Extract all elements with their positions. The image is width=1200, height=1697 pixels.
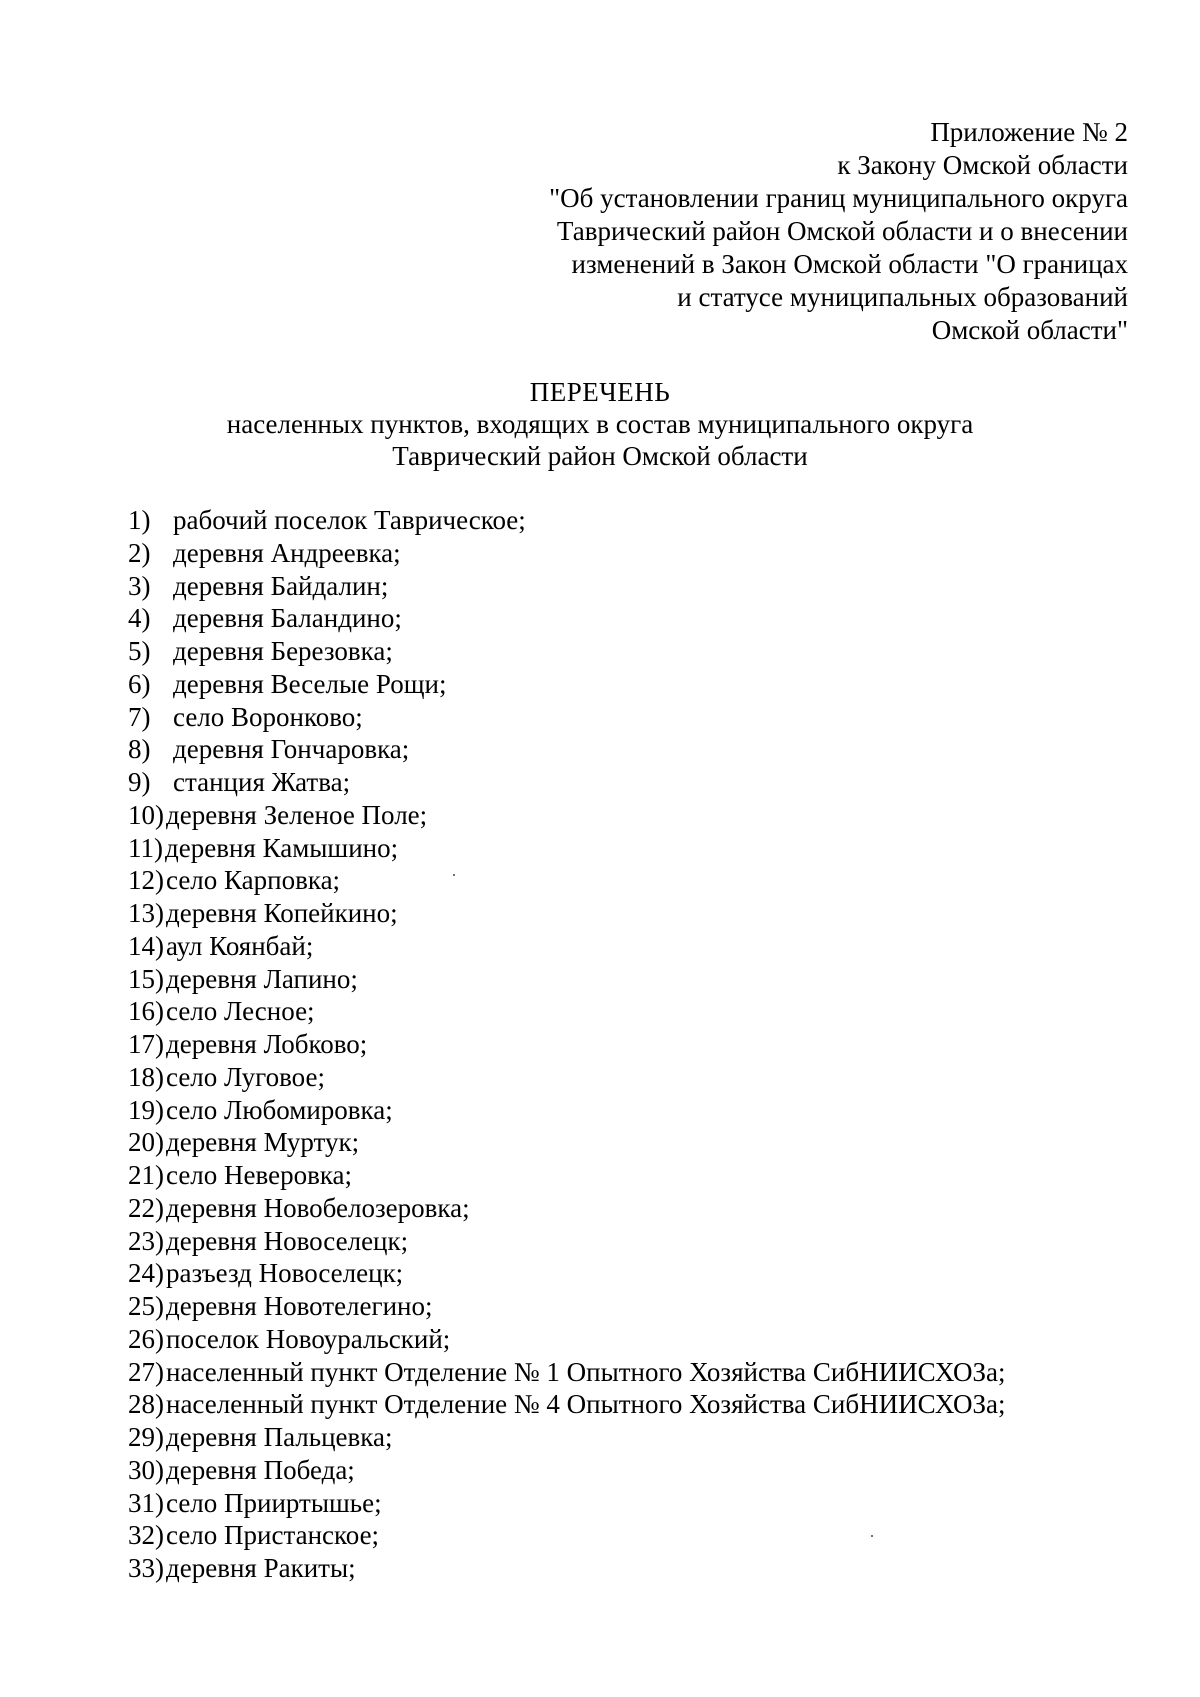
list-item-text: деревня Байдалин; xyxy=(173,570,389,601)
list-item-text: поселок Новоуральский; xyxy=(166,1323,451,1354)
list-item-number: 14) xyxy=(128,930,164,961)
list-item xyxy=(128,1257,1006,1290)
list-item xyxy=(128,635,1006,668)
list-item-text: село Воронково; xyxy=(173,701,363,732)
list-item xyxy=(128,832,1006,865)
list-item xyxy=(128,897,1006,930)
list-item-number: 28) xyxy=(128,1389,164,1420)
list-item-number: 18) xyxy=(128,1061,164,1092)
list-item-number: 9) xyxy=(128,767,151,797)
list-item-number: 10) xyxy=(128,799,164,830)
scan-speck xyxy=(453,874,455,876)
list-item xyxy=(128,1323,1006,1356)
list-item xyxy=(128,1519,1006,1552)
list-item-text: деревня Новоселецк; xyxy=(166,1225,409,1256)
list-item-text: населенный пункт Отделение № 1 Опытного Хозяйства СибНИИСХОЗа; xyxy=(166,1356,1006,1387)
appendix-line: и статусе муниципальных образований xyxy=(677,282,1128,312)
list-item-text: деревня Ракиты; xyxy=(166,1553,356,1583)
list-item xyxy=(128,537,1006,570)
list-item-number: 21) xyxy=(128,1160,164,1190)
list-item xyxy=(128,1192,1006,1225)
list-item-text: деревня Новобелозеровка; xyxy=(166,1192,470,1223)
list-item xyxy=(128,1388,1006,1421)
list-item xyxy=(128,504,1006,537)
list-item-number: 3) xyxy=(128,570,151,601)
list-item-text: деревня Пальцевка; xyxy=(166,1422,393,1452)
list-item-number: 16) xyxy=(128,996,164,1027)
list-item xyxy=(128,1225,1006,1258)
list-item-text: деревня Лобково; xyxy=(166,1029,368,1059)
document-heading xyxy=(0,376,1200,472)
list-item-text: станция Жатва; xyxy=(173,767,351,797)
settlements-list xyxy=(128,504,1006,1585)
list-item-text: деревня Гончаровка; xyxy=(173,734,410,765)
list-item-text: населенный пункт Отделение № 4 Опытного Хозяйства СибНИИСХОЗа; xyxy=(166,1389,1006,1420)
appendix-line: изменений в Закон Омской области "О границах xyxy=(571,249,1128,279)
list-item-text: разъезд Новоселецк; xyxy=(166,1258,404,1289)
list-item-text: деревня Копейкино; xyxy=(166,898,398,928)
list-item-text: деревня Победа; xyxy=(166,1454,355,1485)
list-item xyxy=(128,1061,1006,1094)
list-item xyxy=(128,1356,1006,1389)
list-item-text: деревня Веселые Рощи; xyxy=(173,668,447,699)
list-item xyxy=(128,570,1006,603)
list-item-number: 20) xyxy=(128,1127,164,1158)
list-item-number: 23) xyxy=(128,1225,164,1256)
list-item-text: село Неверовка; xyxy=(166,1160,353,1190)
list-item-text: деревня Лапино; xyxy=(166,963,358,994)
list-item-text: деревня Зеленое Поле; xyxy=(166,799,428,830)
list-item-number: 17) xyxy=(128,1029,164,1059)
list-item-text: деревня Новотелегино; xyxy=(166,1291,433,1321)
list-item-text: деревня Андреевка; xyxy=(173,537,401,568)
list-item-number: 11) xyxy=(128,832,163,863)
list-item xyxy=(128,1454,1006,1487)
list-item-text: село Лесное; xyxy=(166,996,315,1027)
list-item xyxy=(128,930,1006,963)
list-item xyxy=(128,1028,1006,1061)
list-item-number: 24) xyxy=(128,1258,164,1289)
list-item-text: деревня Камышино; xyxy=(165,832,399,863)
list-item-number: 33) xyxy=(128,1553,164,1583)
appendix-line: Приложение № 2 xyxy=(930,117,1128,147)
list-item xyxy=(128,668,1006,701)
list-item-text: село Прииртышье; xyxy=(166,1487,382,1518)
list-item-text: село Карповка; xyxy=(166,865,341,896)
list-item xyxy=(128,963,1006,996)
list-item xyxy=(128,701,1006,734)
list-item xyxy=(128,1552,1006,1585)
list-item-number: 4) xyxy=(128,603,151,634)
list-item-text: деревня Березовка; xyxy=(173,636,393,666)
list-item xyxy=(128,1094,1006,1127)
list-item-number: 22) xyxy=(128,1192,164,1223)
list-item-number: 2) xyxy=(128,537,151,568)
appendix-line: "Об установлении границ муниципального округа xyxy=(549,183,1128,213)
list-item-number: 7) xyxy=(128,701,151,732)
list-item-text: деревня Баландино; xyxy=(173,603,402,634)
list-item-number: 13) xyxy=(128,898,164,928)
list-item xyxy=(128,1126,1006,1159)
list-item-number: 15) xyxy=(128,963,164,994)
document-title: ПЕРЕЧЕНЬ xyxy=(529,377,671,407)
list-item-number: 32) xyxy=(128,1520,164,1551)
list-item-text: аул Коянбай; xyxy=(166,930,314,961)
list-item-text: село Пристанское; xyxy=(166,1520,380,1551)
appendix-line: Омской области" xyxy=(931,315,1128,345)
list-item-number: 27) xyxy=(128,1356,164,1387)
list-item xyxy=(128,602,1006,635)
list-item-number: 26) xyxy=(128,1323,164,1354)
appendix-line: к Закону Омской области xyxy=(837,150,1128,180)
list-item-number: 6) xyxy=(128,668,151,699)
list-item xyxy=(128,733,1006,766)
list-item xyxy=(128,766,1006,799)
scan-speck xyxy=(871,1535,873,1537)
list-item-number: 19) xyxy=(128,1094,164,1125)
list-item xyxy=(128,1487,1006,1520)
list-item-number: 31) xyxy=(128,1487,164,1518)
list-item-number: 5) xyxy=(128,636,151,666)
list-item-number: 1) xyxy=(128,505,151,535)
list-item xyxy=(128,995,1006,1028)
list-item xyxy=(128,1421,1006,1454)
list-item-number: 8) xyxy=(128,734,151,765)
list-item xyxy=(128,1290,1006,1323)
document-subtitle-line: населенных пунктов, входящих в состав муниципального округа xyxy=(226,409,974,439)
list-item xyxy=(128,864,1006,897)
appendix-line: Таврический район Омской области и о внесении xyxy=(556,216,1128,246)
list-item-text: рабочий поселок Таврическое; xyxy=(173,505,526,535)
list-item-number: 12) xyxy=(128,865,164,896)
list-item xyxy=(128,1159,1006,1192)
list-item-number: 29) xyxy=(128,1422,164,1452)
list-item-text: село Луговое; xyxy=(166,1061,325,1092)
list-item-text: село Любомировка; xyxy=(166,1094,393,1125)
list-item-number: 30) xyxy=(128,1454,164,1485)
list-item-number: 25) xyxy=(128,1291,164,1321)
appendix-header xyxy=(408,116,1128,347)
document-subtitle-line: Таврический район Омской области xyxy=(392,441,808,471)
list-item xyxy=(128,799,1006,832)
list-item-text: деревня Муртук; xyxy=(166,1127,360,1158)
